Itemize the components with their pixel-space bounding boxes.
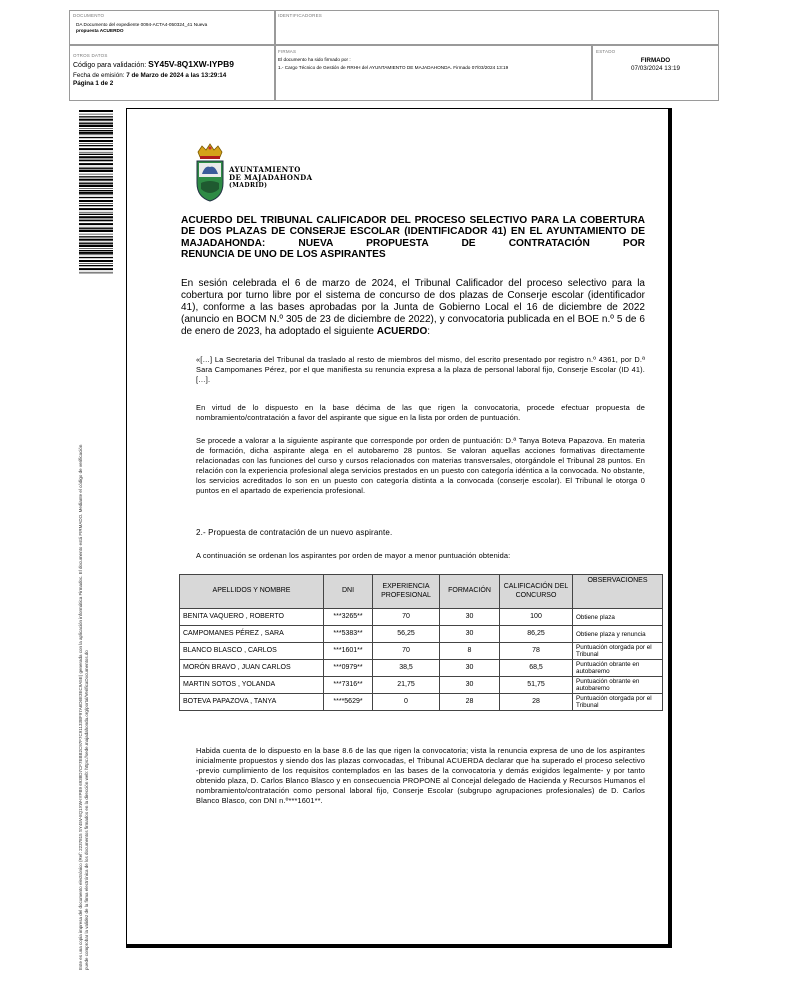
identificadores-caption: IDENTIFICADORES <box>278 13 323 18</box>
cell-exp: 0 <box>373 694 440 711</box>
barcode-bar <box>79 248 113 249</box>
barcode-bar <box>79 132 113 134</box>
otros-caption: OTROS DATOS <box>73 53 108 58</box>
barcode-bar <box>79 195 113 196</box>
cell-exp: 21,75 <box>373 677 440 694</box>
barcode-bar <box>79 200 113 202</box>
barcode-bar <box>79 223 113 225</box>
logo-line-2: DE MAJADAHONDA <box>229 172 313 182</box>
barcode-bar <box>79 123 113 124</box>
cell-form: 8 <box>440 643 500 660</box>
cell-calif: 78 <box>500 643 573 660</box>
documento-caption: DOCUMENTO <box>73 13 105 18</box>
cell-exp: 56,25 <box>373 626 440 643</box>
barcode-bar <box>79 156 113 158</box>
cell-name: BOTEVA PAPAZOVA , TANYA <box>180 694 324 711</box>
barcode-bar <box>79 154 113 155</box>
codigo-label: Código para validación: <box>73 62 147 69</box>
barcode-bar <box>79 230 113 232</box>
barcode-bar <box>79 245 113 247</box>
barcode-bar <box>79 234 113 235</box>
cell-exp: 38,5 <box>373 660 440 677</box>
barcode-bar <box>79 140 113 142</box>
side-text-line-1: Este es una copia impresa del documento electrónico (Ref: 2237815 SY45V-8Q1XW-IYPB9 6938D7CF7EBB2C97F7C91133BF97A6D6E3EC9A5E) generada con la aplicación informática Firmadoc. El documento está FIRMADO. Mediante el código de verificación <box>78 444 83 970</box>
paragraph-base-decima: En virtud de lo dispuesto en la base décima de las que rigen la convocatoria, procede efectuar propuesta de nombramiento/contratación a favor del aspirante que sigue en la lista por orden de puntuación. <box>196 403 645 422</box>
paragraph-renuncia: «[…] La Secretaria del Tribunal da traslado al resto de miembros del mismo, del escrito presentado por registro n.º 4361, por D.ª Sara Campomanes Pérez, por el que manifiesta su renuncia expresa a la plaza de personal laboral fijo, Conserje Escolar (ID 41). […]. <box>196 355 645 384</box>
fecha-value: 7 de Marzo de 2024 a las 13:29:14 <box>126 72 227 79</box>
cell-calif: 100 <box>500 609 573 626</box>
logo-line-1: AYUNTAMIENTO <box>229 165 301 174</box>
barcode-bar <box>79 197 113 198</box>
barcode-bar <box>79 170 113 172</box>
intro-end: : <box>427 326 431 337</box>
barcode-bar <box>79 255 113 256</box>
cell-exp: 70 <box>373 643 440 660</box>
cell-form: 28 <box>440 694 500 711</box>
estado-date: 07/03/2024 13:19 <box>630 65 681 72</box>
barcode-bar <box>79 228 113 229</box>
cell-calif: 86,25 <box>500 626 573 643</box>
logo-line-3: (MADRID) <box>229 181 268 189</box>
barcode-bar <box>79 190 113 191</box>
barcode-bar <box>79 114 113 115</box>
header-identificadores-box <box>275 10 719 45</box>
table-row <box>180 660 663 677</box>
table-row <box>180 643 663 660</box>
barcode-bar <box>79 163 113 165</box>
cell-form: 30 <box>440 677 500 694</box>
barcode-bar <box>79 152 113 153</box>
barcode-bar <box>79 182 113 183</box>
fecha-emision <box>73 72 226 80</box>
barcode-bar <box>79 243 113 244</box>
barcode-bar <box>79 260 113 262</box>
barcode-bar <box>79 236 113 237</box>
barcode-bar <box>79 122 113 123</box>
barcode-bar <box>79 188 113 189</box>
cell-name: BENITA VAQUERO , ROBERTO <box>180 609 324 626</box>
barcode <box>79 110 113 274</box>
barcode-bar <box>79 205 113 206</box>
barcode-bar <box>79 125 113 127</box>
barcode-bar <box>79 216 113 218</box>
barcode-bar <box>79 208 113 210</box>
barcode-bar <box>79 174 113 175</box>
barcode-bar <box>79 168 113 169</box>
barcode-bar <box>79 167 113 168</box>
header-firmas-box <box>275 45 592 101</box>
barcode-bar <box>79 220 113 221</box>
barcode-bar <box>79 252 113 254</box>
cell-dni: ***1601** <box>324 643 373 660</box>
col-header-name: APELLIDOS Y NOMBRE <box>180 575 324 609</box>
col-header-obs: OBSERVACIONES <box>573 575 663 609</box>
pagina: Página 1 de 2 <box>73 80 114 87</box>
barcode-bar <box>79 214 113 215</box>
barcode-bar <box>79 219 113 220</box>
paragraph-orden: A continuación se ordenan los aspirantes por orden de mayor a menor puntuación obtenida: <box>196 551 511 560</box>
table-row <box>180 626 663 643</box>
cell-form: 30 <box>440 626 500 643</box>
coat-of-arms-logo <box>193 143 227 203</box>
barcode-bar <box>79 192 113 194</box>
barcode-bar <box>79 185 113 187</box>
logo-text <box>229 166 312 189</box>
barcode-bar <box>79 116 113 117</box>
cell-dni: ***3265** <box>324 609 373 626</box>
cell-dni: ***0979** <box>324 660 373 677</box>
barcode-bar <box>79 148 113 150</box>
codigo-value: SY45V-8Q1XW-IYPB9 <box>148 59 234 69</box>
firmas-line-1: El documento ha sido firmado por : <box>278 57 351 62</box>
side-text-line-2: puede comprobar la validez de la firma electrónica de los documentos firmados en la dirección web: https://sede.majadahonda.org/portal/VerificaDocumentos.do <box>84 650 89 970</box>
col-header-form: FORMACIÓN <box>440 575 500 609</box>
barcode-bar <box>79 183 113 184</box>
table-row <box>180 677 663 694</box>
cell-dni: ****5629* <box>324 694 373 711</box>
barcode-bar <box>79 212 113 213</box>
barcode-bar <box>79 137 113 138</box>
cell-obs: Obtiene plaza y renuncia <box>573 626 663 643</box>
cell-name: CAMPOMANES PÉREZ , SARA <box>180 626 324 643</box>
barcode-bar <box>79 203 113 204</box>
barcode-bar <box>79 239 113 241</box>
cell-obs: Puntuación obrante en autobaremo <box>573 660 663 677</box>
barcode-bar <box>79 227 113 228</box>
table-row <box>180 694 663 711</box>
intro-bold-acuerdo: ACUERDO <box>376 326 428 337</box>
cell-form: 30 <box>440 660 500 677</box>
title-main: ACUERDO DEL TRIBUNAL CALIFICADOR DEL PROCESO SELECTIVO PARA LA COBERTURA DE DOS PLAZAS DE CONSERJE ESCOLAR (IDENTIFICADOR 41) EN EL AYUNTAMIENTO DE MAJADAHONDA: NUEVA PROPUESTA DE CONTRATACIÓN POR <box>181 215 645 249</box>
table-row <box>180 609 663 626</box>
document-page <box>126 108 672 948</box>
barcode-bar <box>79 110 113 112</box>
cell-name: BLANCO BLASCO , CARLOS <box>180 643 324 660</box>
page-title <box>181 215 645 261</box>
barcode-bar <box>79 250 113 251</box>
cell-obs: Puntuación otorgada por el Tribunal <box>573 643 663 660</box>
barcode-bar <box>79 257 113 258</box>
cell-dni: ***7316** <box>324 677 373 694</box>
firmas-line-2: 1.- Cargo Técnico de Gestión de RRHH del AYUNTAMIENTO DE MAJADAHONDA. Firmado 07/03/2024 13:19 <box>278 65 509 70</box>
firmas-caption: FIRMAS <box>278 49 297 54</box>
cell-calif: 68,5 <box>500 660 573 677</box>
barcode-bar <box>79 145 113 146</box>
cell-form: 30 <box>440 609 500 626</box>
barcode-bar <box>79 143 113 144</box>
cell-dni: ***5383** <box>324 626 373 643</box>
col-header-exp: EXPERIENCIA PROFESIONAL <box>373 575 440 609</box>
intro-text: En sesión celebrada el 6 de marzo de 2024, el Tribunal Calificador del proceso selectivo para la cobertura por turno libre por el sistema de concurso de dos plazas de Conserje escolar (identificador 41), conforme a las bases aprobadas por la Junta de Gobierno Local el 16 de diciembre de 2022 (anuncio en BOCM N.º 305 de 23 de diciembre de 2022), y convocatoria publicada en el BOE n.º 5 de 6 de enero de 2023, ha adoptado el siguiente <box>181 278 645 337</box>
title-last-line: RENUNCIA DE UNO DE LOS ASPIRANTES <box>181 249 386 261</box>
cell-obs: Obtiene plaza <box>573 609 663 626</box>
estado-value: FIRMADO <box>640 57 671 64</box>
barcode-bar <box>79 135 113 136</box>
cell-obs: Puntuación otorgada por el Tribunal <box>573 694 663 711</box>
barcode-bar <box>79 176 113 177</box>
codigo-validacion <box>73 61 234 70</box>
side-verification-text <box>78 270 90 970</box>
barcode-bar <box>79 263 113 264</box>
barcode-bar <box>79 159 113 160</box>
fecha-label: Fecha de emisión: <box>73 72 125 79</box>
results-table <box>179 574 663 711</box>
barcode-bar <box>79 130 113 131</box>
barcode-bar <box>79 242 113 243</box>
cell-calif: 28 <box>500 694 573 711</box>
barcode-bar <box>79 179 113 181</box>
cell-calif: 51,75 <box>500 677 573 694</box>
documento-text: DA Documento del expediente 0094-ACTA4-050324_41 Nueva <box>76 22 208 27</box>
paragraph-conclusion: Habida cuenta de lo dispuesto en la base 8.6 de las que rigen la convocatoria; vista la renuncia expresa de uno de los aspirantes inicialmente propuestos y siendo dos las plazas convocadas, el Tribunal ACUERDA declarar que ha superado el proceso selectivo -previo cumplimiento de los requisitos contemplados en las bases de la convocatoria y demás exigidos legalmente- y por tanto obtenido plaza, D. Carlos Blanco Blasco y en consecuencia PROPONE al Concejal delegado de Hacienda y Recursos Humanos el nombramiento/contratación como personal laboral fijo, Conserje Escolar (subgrupo agrupaciones profesionales) de D. Carlos Blanco Blasco, con DNI n.º***1601**. <box>196 746 645 805</box>
paragraph-propuesta-heading: 2.- Propuesta de contratación de un nuevo aspirante. <box>196 528 393 537</box>
col-header-calif: CALIFICACIÓN DEL CONCURSO <box>500 575 573 609</box>
cell-obs: Puntuación obrante en autobaremo <box>573 677 663 694</box>
cell-name: MORÓN BRAVO , JUAN CARLOS <box>180 660 324 677</box>
cell-name: MARTIN SOTOS , YOLANDA <box>180 677 324 694</box>
cell-exp: 70 <box>373 609 440 626</box>
documento-text-2: propuesta ACUERDO <box>76 28 124 33</box>
barcode-bar <box>79 160 113 161</box>
paragraph-valoracion: Se procede a valorar a la siguiente aspirante que corresponde por orden de puntuación: D.ª Tanya Boteva Papazova. En materia de formación, dicha aspirante alega en el autobaremo 28 puntos. Se valoran aquellas acciones formativas directamente relacionadas con las funciones del curso y cursos relacionados con materias transversales, otorgándole el Tribunal 28 puntos. En relación con la experiencia profesional alega servicios prestados en un puesto con categoría idéntica a la convocada. No obstante, los servicios acreditados lo son en un puesto con categoría distinta a la convocada (conserje escolar). El Tribunal le otorga 0 puntos en el apartado de experiencia profesional. <box>196 436 645 495</box>
barcode-bar <box>79 265 113 266</box>
col-header-dni: DNI <box>324 575 373 609</box>
barcode-bar <box>79 128 113 129</box>
barcode-bar <box>79 119 113 121</box>
estado-caption: ESTADO <box>596 49 616 54</box>
table-header-row <box>180 575 663 609</box>
intro-paragraph <box>181 278 645 338</box>
